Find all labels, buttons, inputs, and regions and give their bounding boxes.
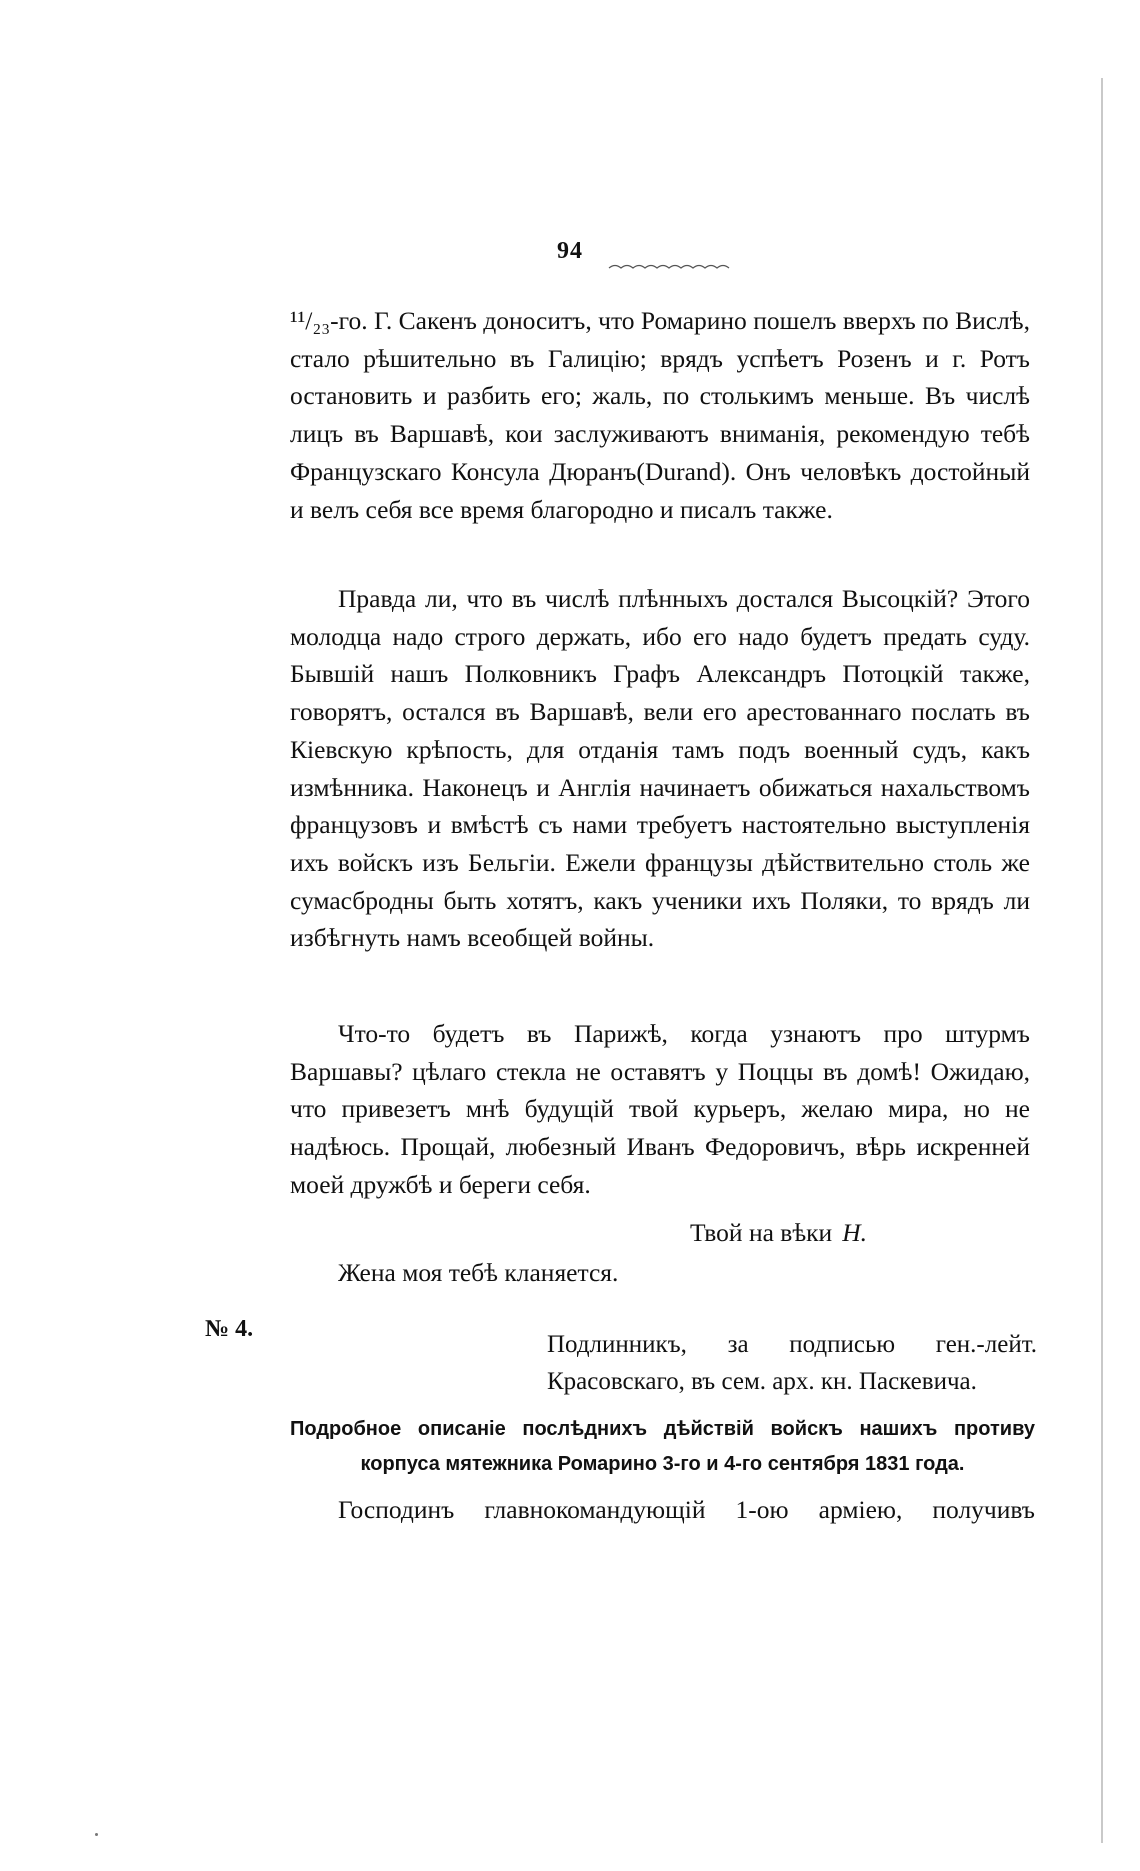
scan-speck — [95, 1833, 98, 1836]
document-heading — [290, 1412, 1035, 1482]
scan-edge-rule — [1101, 78, 1103, 1843]
document-first-line: Господинъ главнокомандующій 1-ою арміею, получивъ — [338, 1495, 1035, 1524]
page-number: 94 — [557, 238, 583, 264]
letter-paragraph-2 — [290, 580, 1030, 957]
paragraph-text: ¹¹/₂₃-го. Г. Сакенъ доноситъ, что Ромарино пошелъ вверхъ по Вислѣ, стало рѣшительно въ Галицію; врядъ успѣетъ Розенъ и г. Ротъ остановить и разбить его; жаль, по столькимъ меньше. Въ числѣ лицъ въ Варшавѣ, кои заслуживаютъ вниманія, рекомендую тебѣ Французскаго Консула Дюранъ(Durand). Онъ человѣкъ достойный и велъ себя все время благородно и писалъ также. — [290, 306, 1030, 524]
letter-paragraph-3 — [290, 1015, 1030, 1204]
letter-signature — [690, 1218, 867, 1248]
source-note: Подлинникъ, за подписью ген.-лейт. Красовскаго, въ сем. арх. кн. Паскевича. — [547, 1331, 1037, 1395]
paragraph-text: Правда ли, что въ числѣ плѣнныхъ достался Высоцкій? Этого молодца надо строго держать, ибо его надо будетъ предать суду. Бывшій нашъ Полковникъ Графъ Александръ Потоцкій также, говорятъ, остался въ Варшавѣ, вели его арестованнаго послать въ Кіевскую крѣпость, для отданія тамъ подъ военный судъ, какъ измѣнника. Наконецъ и Англія начинаетъ обижаться нахальствомъ французовъ и вмѣстѣ съ нами требуетъ настоятельно выступленія ихъ войскъ изъ Бельгіи. Ежели французы дѣйствительно столь же сумасбродны быть хотятъ, какъ ученики ихъ Поляки, то врядъ ли избѣгнуть намъ всеобщей войны. — [290, 584, 1030, 953]
signature-initial: Н. — [842, 1218, 868, 1247]
ornament-icon — [607, 262, 737, 272]
signature-text: Твой на вѣки — [690, 1218, 833, 1247]
letter-paragraph-1 — [290, 302, 1030, 528]
heading-line-1: Подробное описаніе послѣднихъ дѣйствій войскъ нашихъ противу — [290, 1418, 1035, 1440]
heading-line-2: корпуса мятежника Ромарино 3-го и 4-го сентября 1831 года. — [360, 1453, 965, 1475]
paragraph-text: Что-то будетъ въ Парижѣ, когда узнаютъ про штурмъ Варшавы? цѣлаго стекла не оставятъ у Поццы въ домѣ! Ожидаю, что привезетъ мнѣ будущій твой курьеръ, желаю мира, но не надѣюсь. Прощай, любезный Иванъ Федоровичъ, вѣрь искренней моей дружбѣ и береги себя. — [290, 1019, 1030, 1199]
document-number: № 4. — [205, 1316, 254, 1342]
postscript: Жена моя тебѣ кланяется. — [338, 1258, 619, 1287]
